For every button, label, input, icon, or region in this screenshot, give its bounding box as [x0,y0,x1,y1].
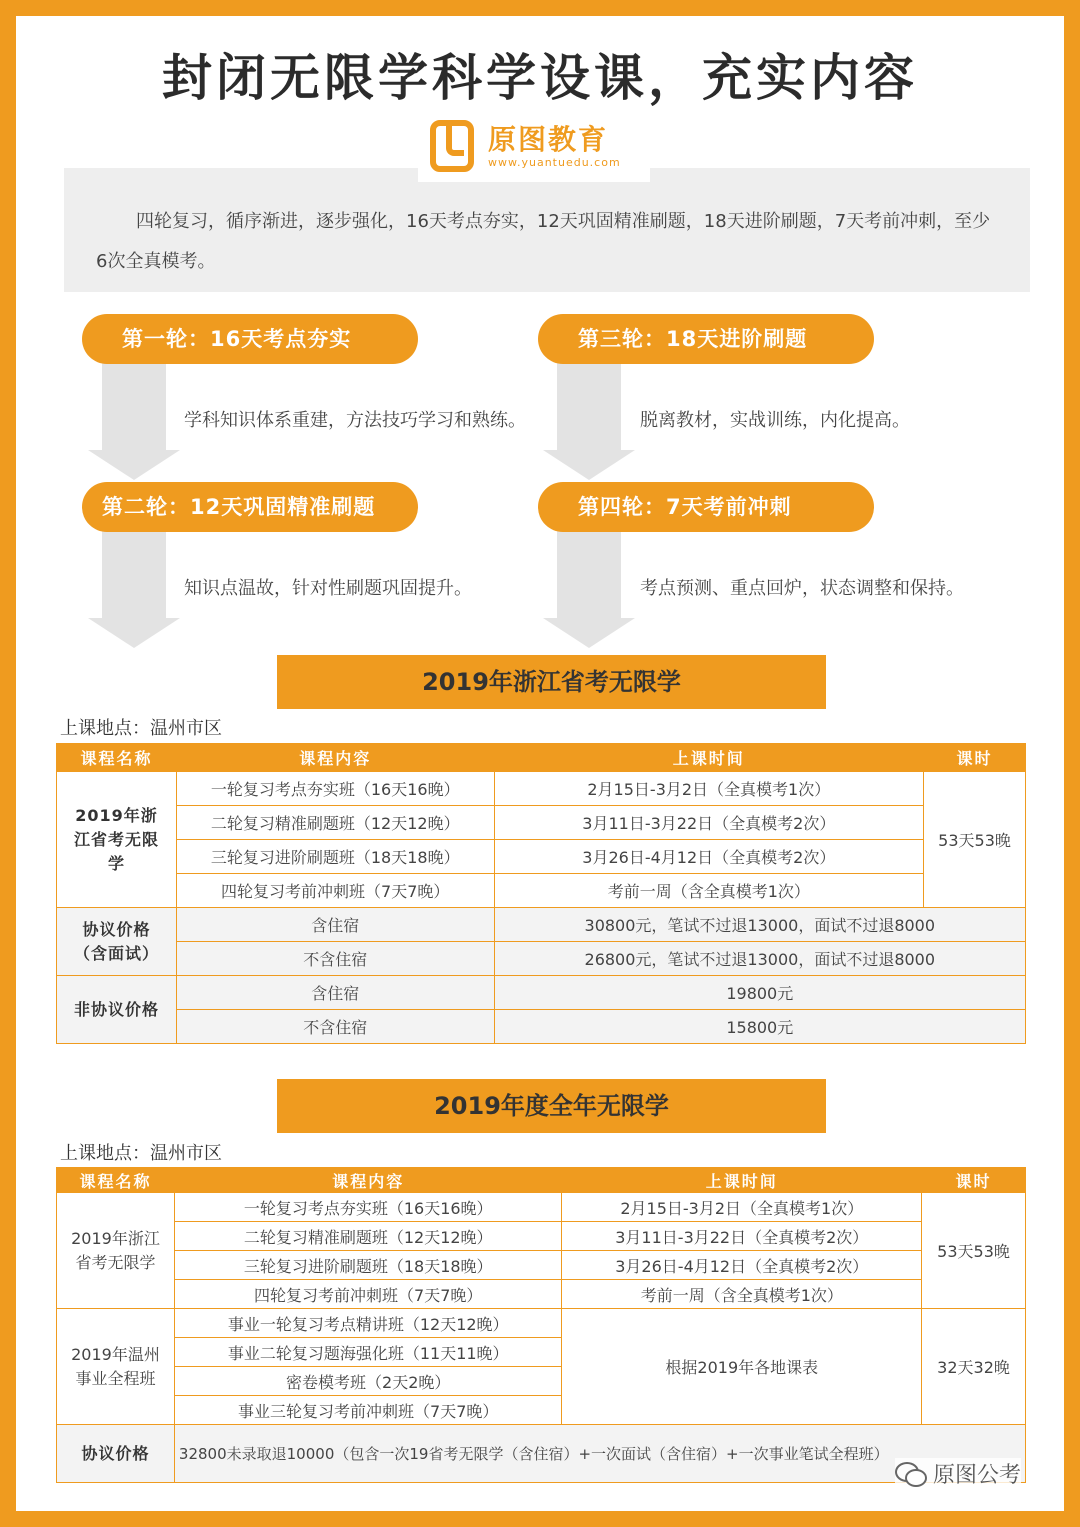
table-row [57,1010,1026,1044]
round-4-desc: 考点预测、重点回炉，状态调整和保持。 [640,578,964,599]
page-title: 封闭无限学科学设课，充实内容 [162,49,918,107]
table2-banner: 2019年度全年无限学 [277,1079,826,1133]
agreement-text-cell: 32800未录取退10000（包含一次19省考无限学（含住宿）+一次面试（含住宿）+一次事业笔试全程班） [174,1425,1025,1483]
table-row [57,1193,1026,1222]
item-cell: 不含住宿 [176,1010,494,1044]
hours-cell: 53天53晚 [924,772,1026,908]
time-cell: 2月15日-3月2日（全真模考1次） [494,772,924,806]
table2 [56,1167,1026,1483]
round-1-pill: 第一轮：16天考点夯实 [82,314,418,364]
time-cell: 考前一周（含全真模考1次） [562,1280,922,1309]
table-row [57,1309,1026,1338]
non-agreement-label-cell: 非协议价格 [57,976,177,1044]
header-cell: 课程名称 [57,1168,175,1193]
time-cell: 根据2019年各地课表 [562,1309,922,1425]
agreement-label-cell: 协议价格（含面试） [57,908,177,976]
agreement-label-cell: 协议价格 [57,1425,175,1483]
table-header-row [57,1168,1026,1193]
table2-location: 上课地点：温州市区 [60,1143,222,1164]
price-cell: 26800元，笔试不过退13000，面试不过退8000 [494,942,1025,976]
content-cell: 三轮复习进阶刷题班（18天18晚） [174,1251,562,1280]
table-row [57,806,1026,840]
time-cell: 考前一周（含全真模考1次） [494,874,924,908]
brand-logo [418,112,650,182]
watermark-text: 原图公考 [933,1463,1022,1488]
table-row [57,772,1026,806]
logo-url: www.yuantuedu.com [488,156,621,169]
time-cell: 3月11日-3月22日（全真模考2次） [562,1222,922,1251]
content-cell: 一轮复习考点夯实班（16天16晚） [174,1193,562,1222]
time-cell: 3月11日-3月22日（全真模考2次） [494,806,924,840]
header-cell: 课程内容 [174,1168,562,1193]
price-cell: 19800元 [494,976,1025,1010]
content-cell: 二轮复习精准刷题班（12天12晚） [176,806,494,840]
table-row [57,874,1026,908]
table-row [57,1425,1026,1483]
table-row [57,942,1026,976]
course-name-cell: 2019年浙江省考无限学 [57,772,177,908]
header-cell: 课时 [924,744,1026,772]
round-2-pill: 第二轮：12天巩固精准刷题 [82,482,418,532]
price-cell: 15800元 [494,1010,1025,1044]
header-cell: 课程内容 [176,744,494,772]
hours-cell: 32天32晚 [922,1309,1026,1425]
round-4-pill: 第四轮：7天考前冲刺 [538,482,874,532]
table-row [57,1251,1026,1280]
content-cell: 事业一轮复习考点精讲班（12天12晚） [174,1309,562,1338]
table-row [57,908,1026,942]
content-cell: 四轮复习考前冲刺班（7天7晚） [176,874,494,908]
item-cell: 含住宿 [176,976,494,1010]
watermark [895,1458,1021,1489]
header-cell: 上课时间 [562,1168,922,1193]
wechat-icon [895,1462,927,1486]
time-cell: 2月15日-3月2日（全真模考1次） [562,1193,922,1222]
time-cell: 3月26日-4月12日（全真模考2次） [494,840,924,874]
item-cell: 不含住宿 [176,942,494,976]
time-cell: 3月26日-4月12日（全真模考2次） [562,1251,922,1280]
content-cell: 四轮复习考前冲刺班（7天7晚） [174,1280,562,1309]
content-cell: 三轮复习进阶刷题班（18天18晚） [176,840,494,874]
item-cell: 含住宿 [176,908,494,942]
header-cell: 上课时间 [494,744,924,772]
table-row [57,1222,1026,1251]
header-cell: 课程名称 [57,744,177,772]
content-cell: 一轮复习考点夯实班（16天16晚） [176,772,494,806]
table1 [56,743,1026,1044]
content-cell: 二轮复习精准刷题班（12天12晚） [174,1222,562,1251]
logo-mark-icon [430,120,474,172]
table1-location: 上课地点：温州市区 [60,718,222,739]
table1-banner: 2019年浙江省考无限学 [277,655,826,709]
logo-name: 原图教育 [488,123,609,156]
round-3-desc: 脱离教材，实战训练，内化提高。 [640,410,910,431]
table-row [57,840,1026,874]
round-1-desc: 学科知识体系重建，方法技巧学习和熟练。 [184,410,526,431]
hours-cell: 53天53晚 [922,1193,1026,1309]
course-name-cell: 2019年浙江省考无限学 [57,1193,175,1309]
content-cell: 密卷模考班（2天2晚） [174,1367,562,1396]
content-cell: 事业二轮复习题海强化班（11天11晚） [174,1338,562,1367]
intro-text: 四轮复习，循序渐进，逐步强化，16天考点夯实，12天巩固精准刷题，18天进阶刷题，7天考前冲刺，至少6次全真模考。 [64,168,1030,292]
table-row [57,976,1026,1010]
table-row [57,1280,1026,1309]
price-cell: 30800元，笔试不过退13000，面试不过退8000 [494,908,1025,942]
round-2-desc: 知识点温故，针对性刷题巩固提升。 [184,578,472,599]
round-3-pill: 第三轮：18天进阶刷题 [538,314,874,364]
header-cell: 课时 [922,1168,1026,1193]
table-header-row [57,744,1026,772]
course-name-cell: 2019年温州事业全程班 [57,1309,175,1425]
content-cell: 事业三轮复习考前冲刺班（7天7晚） [174,1396,562,1425]
